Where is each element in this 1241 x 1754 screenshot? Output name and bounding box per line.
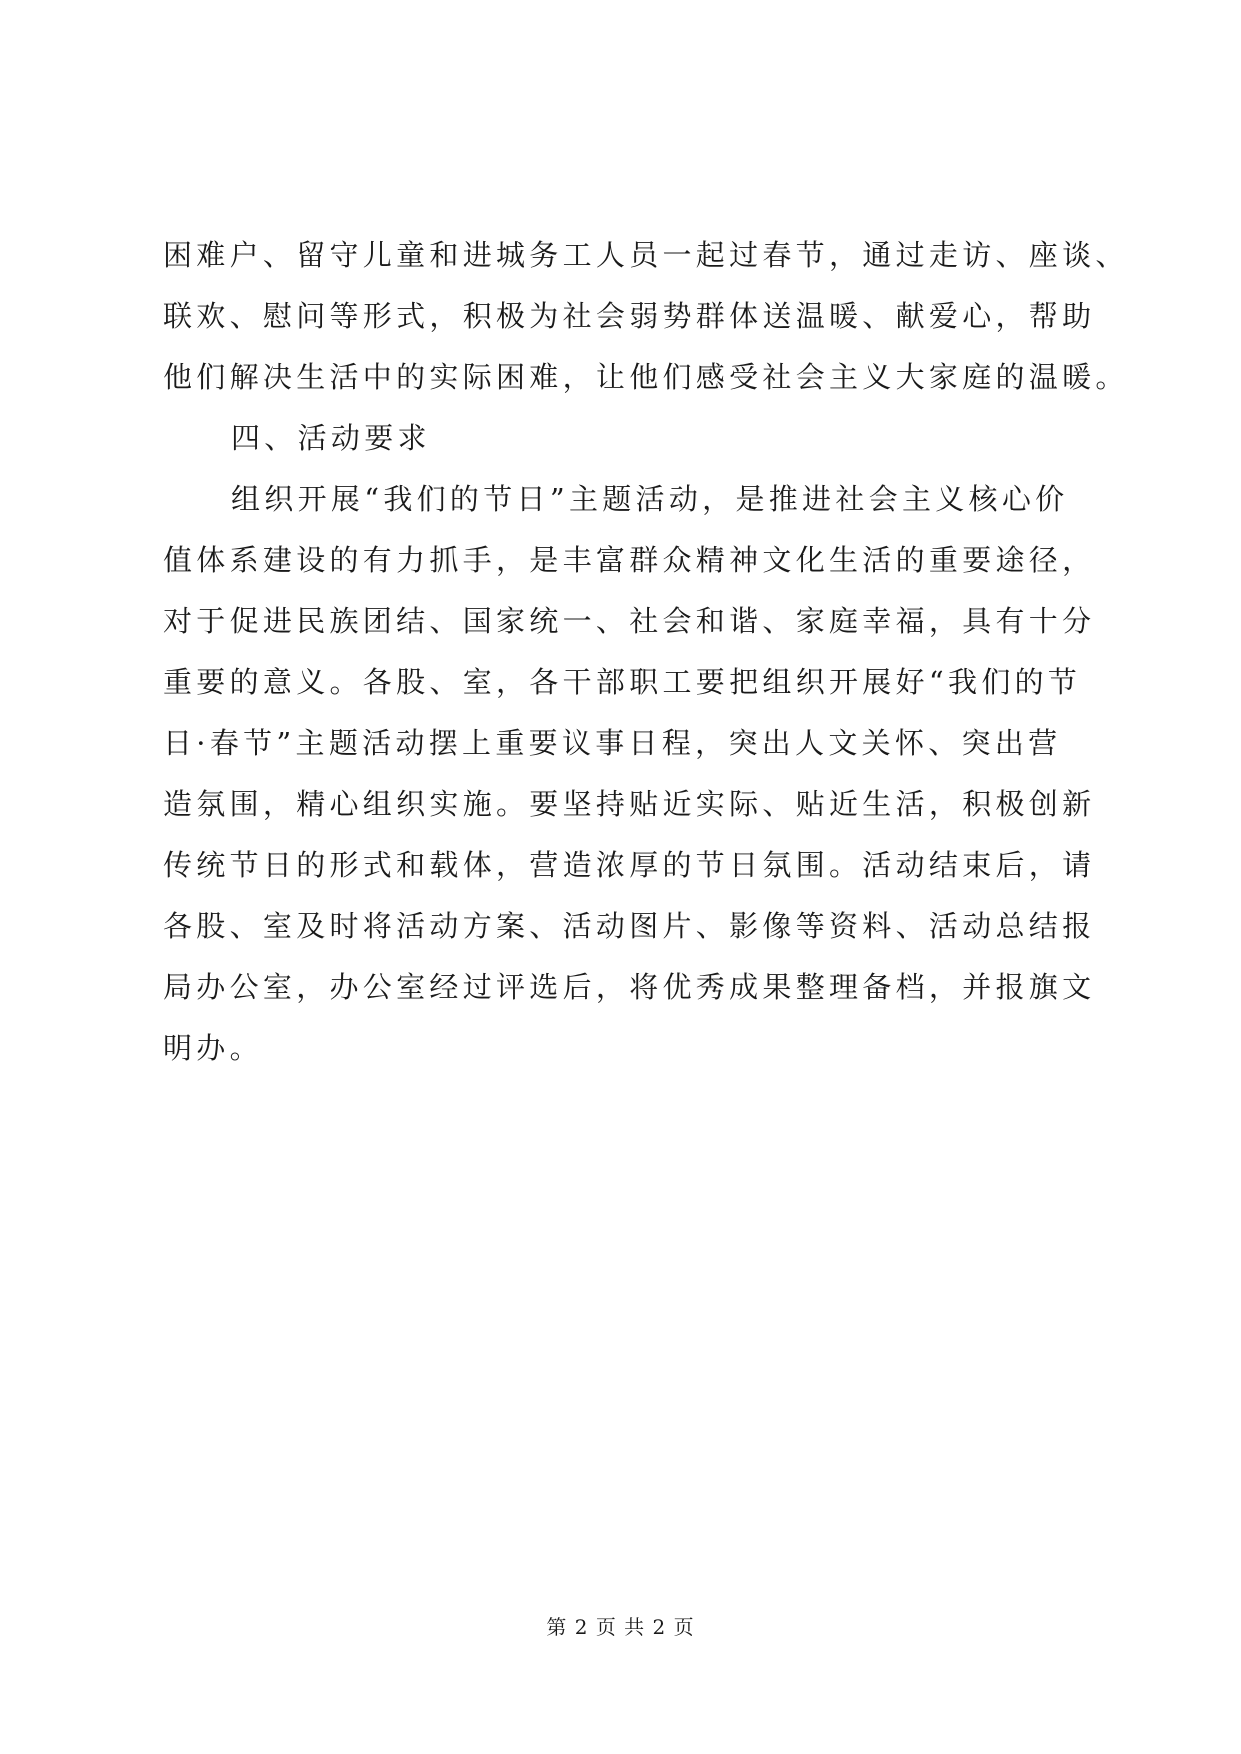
body-line: 造氛围，精心组织实施。要坚持贴近实际、贴近生活，积极创新 xyxy=(163,787,1096,821)
body-line: 他们解决生活中的实际困难，让他们感受社会主义大家庭的温暖。 xyxy=(163,360,1129,394)
body-line: 各股、室及时将活动方案、活动图片、影像等资料、活动总结报 xyxy=(163,909,1096,943)
document-body xyxy=(163,225,1129,1079)
body-line: 局办公室，办公室经过评选后，将优秀成果整理备档，并报旗文 xyxy=(163,970,1096,1004)
body-line: 日·春节”主题活动摆上重要议事日程，突出人文关怀、突出营 xyxy=(163,726,1062,760)
paragraph-first-line: 组织开展“我们的节日”主题活动，是推进社会主义核心价 xyxy=(231,482,1069,516)
body-line: 值体系建设的有力抓手，是丰富群众精神文化生活的重要途径， xyxy=(163,543,1096,577)
body-line: 传统节日的形式和载体，营造浓厚的节日氛围。活动结束后，请 xyxy=(163,848,1096,882)
body-line: 困难户、留守儿童和进城务工人员一起过春节，通过走访、座谈、 xyxy=(163,238,1129,272)
body-line: 联欢、慰问等形式，积极为社会弱势群体送温暖、献爱心，帮助 xyxy=(163,299,1096,333)
body-line: 对于促进民族团结、国家统一、社会和谐、家庭幸福，具有十分 xyxy=(163,604,1096,638)
section-heading: 四、活动要求 xyxy=(231,421,431,455)
page-number-footer: 第 2 页 共 2 页 xyxy=(546,1615,695,1639)
body-line: 重要的意义。各股、室，各干部职工要把组织开展好“我们的节 xyxy=(163,665,1082,699)
body-line: 明办。 xyxy=(163,1031,263,1065)
